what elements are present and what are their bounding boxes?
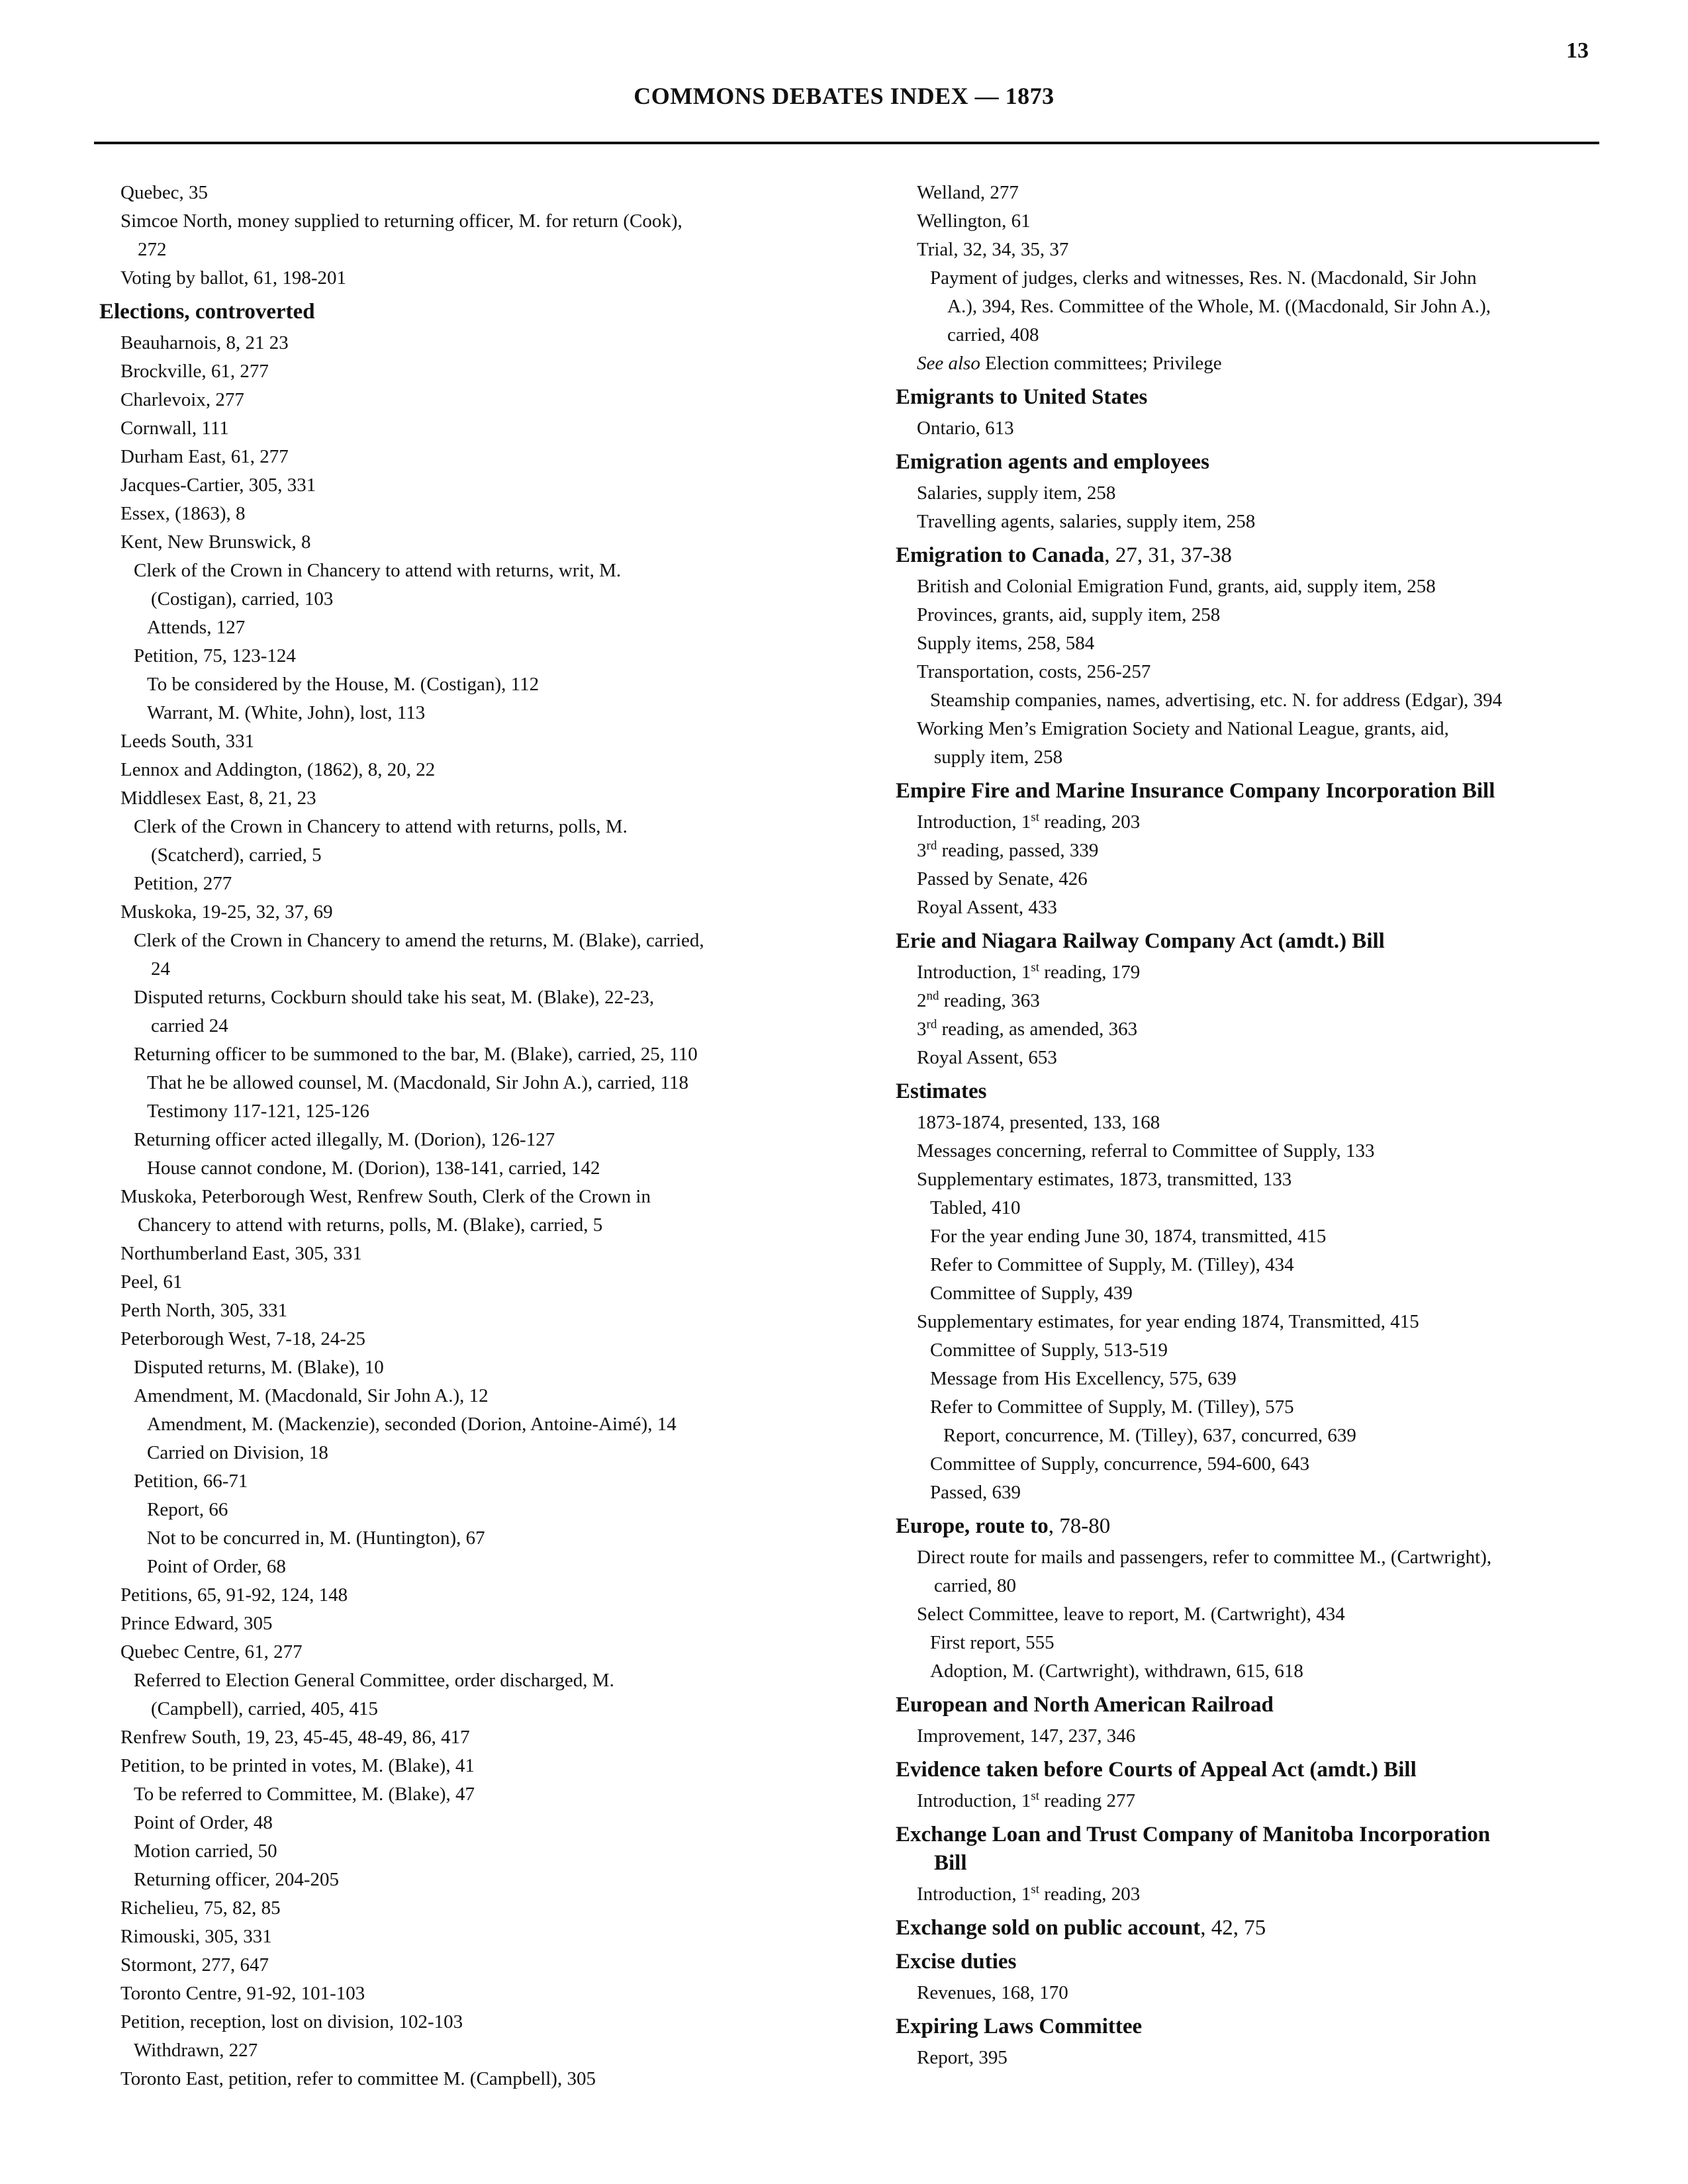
index-entry xyxy=(896,479,1597,508)
index-heading-text: Emigration to Canada xyxy=(896,543,1105,567)
index-entry xyxy=(896,1787,1597,1815)
index-entry-text: Point of Order, 68 xyxy=(147,1556,286,1577)
index-entry xyxy=(99,1382,814,1410)
index-entry xyxy=(99,1410,814,1439)
index-entry xyxy=(99,727,814,756)
index-entry-text: Testimony 117-121, 125-126 xyxy=(147,1101,370,1122)
index-entry-text: Introduction, 1 xyxy=(917,1790,1031,1811)
index-entry xyxy=(896,987,1597,1015)
index-entry-text: Clerk of the Crown in Chancery to amend the returns, M. (Blake), carried, xyxy=(134,930,704,951)
index-entry-text: Quebec, 35 xyxy=(120,182,209,203)
index-entry xyxy=(896,1629,1597,1657)
index-heading xyxy=(99,298,814,326)
index-entry xyxy=(896,2044,1597,2072)
see-also-label: See also xyxy=(917,353,980,374)
index-entry-continuation: (Scatcherd), carried, 5 xyxy=(151,844,322,866)
index-entry xyxy=(99,870,814,898)
index-entry-text: Revenues, 168, 170 xyxy=(917,1982,1068,2003)
index-entry xyxy=(896,629,1597,658)
index-entry-text: Petition, 66-71 xyxy=(134,1471,248,1492)
index-entry-text: Northumberland East, 305, 331 xyxy=(120,1243,362,1264)
index-entry xyxy=(99,264,814,293)
index-entry xyxy=(99,443,814,471)
index-entry-text: Report, concurrence, M. (Tilley), 637, concurred, 639 xyxy=(943,1425,1356,1446)
index-entry xyxy=(896,1543,1597,1600)
index-entry-text: reading, 363 xyxy=(939,990,1040,1011)
index-entry xyxy=(99,1610,814,1638)
index-heading-text: Emigrants to United States xyxy=(896,385,1148,409)
index-entry-text: Disputed returns, M. (Blake), 10 xyxy=(134,1357,384,1378)
running-head: COMMONS DEBATES INDEX — 1873 xyxy=(633,83,1055,109)
index-entry-text: Committee of Supply, concurrence, 594-600, 643 xyxy=(930,1453,1310,1475)
index-entry-text: 3 xyxy=(917,1019,927,1040)
index-heading-text: Exchange sold on public account xyxy=(896,1916,1201,1940)
index-entry xyxy=(99,898,814,927)
page-number: 13 xyxy=(1566,38,1589,63)
index-entry xyxy=(896,1308,1597,1336)
index-entry-text: To be referred to Committee, M. (Blake), 47 xyxy=(134,1784,475,1805)
index-entry xyxy=(99,1353,814,1382)
index-entry-text: Richelieu, 75, 82, 85 xyxy=(120,1897,281,1919)
index-entry-text: reading, 203 xyxy=(1039,1884,1141,1905)
index-entry xyxy=(99,1467,814,1496)
index-entry-text: Introduction, 1 xyxy=(917,962,1031,983)
index-entry-text: Clerk of the Crown in Chancery to attend with returns, polls, M. xyxy=(134,816,628,837)
index-entry-text: Report, 66 xyxy=(147,1499,228,1520)
index-entry xyxy=(99,756,814,784)
index-entry xyxy=(896,1722,1597,1751)
index-entry xyxy=(896,1336,1597,1365)
index-heading xyxy=(896,1691,1597,1719)
index-entry-text: Durham East, 61, 277 xyxy=(120,446,289,467)
index-entry xyxy=(896,508,1597,536)
index-heading-text: Empire Fire and Marine Insurance Company Incorporation Bill xyxy=(896,779,1495,803)
index-entry xyxy=(99,699,814,727)
index-entry-text: Returning officer acted illegally, M. (Dorion), 126-127 xyxy=(134,1129,555,1150)
index-entry xyxy=(99,2065,814,2093)
index-heading-text: Erie and Niagara Railway Company Act (amdt.) Bill xyxy=(896,929,1385,953)
index-entry-text: Amendment, M. (Mackenzie), seconded (Dorion, Antoine-Aimé), 14 xyxy=(147,1414,677,1435)
index-entry-text: Salaries, supply item, 258 xyxy=(917,482,1116,504)
index-entry-text: Rimouski, 305, 331 xyxy=(120,1926,272,1947)
ordinal-suffix: st xyxy=(1031,1789,1040,1803)
index-entry-text: Steamship companies, names, advertising, etc. N. for address (Edgar), 394 xyxy=(930,690,1503,711)
index-entry-text: British and Colonial Emigration Fund, grants, aid, supply item, 258 xyxy=(917,576,1436,597)
index-entry-text: Passed, 639 xyxy=(930,1482,1021,1503)
index-entry xyxy=(99,207,814,264)
index-heading-text: Expiring Laws Committee xyxy=(896,2015,1143,2038)
index-entry xyxy=(99,1923,814,1951)
index-entry xyxy=(896,264,1597,349)
index-entry xyxy=(99,1268,814,1297)
ordinal-suffix: st xyxy=(1031,1882,1040,1897)
index-entry xyxy=(896,1657,1597,1686)
index-entry-text: Toronto East, petition, refer to committee M. (Campbell), 305 xyxy=(120,2068,596,2089)
index-entry xyxy=(896,236,1597,264)
index-entry xyxy=(896,414,1597,443)
index-entry-text: Toronto Centre, 91-92, 101-103 xyxy=(120,1983,365,2004)
index-entry xyxy=(896,1044,1597,1072)
index-entry xyxy=(896,1279,1597,1308)
index-entry-text: Message from His Excellency, 575, 639 xyxy=(930,1368,1237,1389)
index-entry xyxy=(99,357,814,386)
index-entry xyxy=(896,1600,1597,1629)
index-entry-text: Returning officer to be summoned to the bar, M. (Blake), carried, 25, 110 xyxy=(134,1044,698,1065)
index-entry-text: Committee of Supply, 513-519 xyxy=(930,1340,1168,1361)
index-entry-continuation: A.), 394, Res. Committee of the Whole, M. ((Macdonald, Sir John A.), xyxy=(947,296,1491,317)
index-entry-text: Withdrawn, 227 xyxy=(134,2040,258,2061)
index-heading xyxy=(896,2013,1597,2041)
index-entry-text: Warrant, M. (White, John), lost, 113 xyxy=(147,702,426,723)
index-entry xyxy=(99,2036,814,2065)
index-heading-text: Evidence taken before Courts of Appeal Act (amdt.) Bill xyxy=(896,1758,1417,1782)
index-entry xyxy=(99,1553,814,1581)
index-entry xyxy=(896,1251,1597,1279)
index-entry xyxy=(99,1979,814,2008)
index-entry-text: Introduction, 1 xyxy=(917,1884,1031,1905)
index-entry-text: Beauharnois, 8, 21 23 xyxy=(120,332,289,353)
index-entry xyxy=(896,808,1597,837)
index-entry-text: Point of Order, 48 xyxy=(134,1812,273,1833)
index-entry-text: Select Committee, leave to report, M. (Cartwright), 434 xyxy=(917,1604,1345,1625)
index-entry-text: Disputed returns, Cockburn should take his seat, M. (Blake), 22-23, xyxy=(134,987,655,1008)
index-entry xyxy=(99,329,814,357)
index-entry-text: Prince Edward, 305 xyxy=(120,1613,273,1634)
index-entry-text: Peel, 61 xyxy=(120,1271,183,1293)
index-entry xyxy=(896,1365,1597,1393)
index-entry xyxy=(99,1183,814,1240)
left-column xyxy=(99,179,814,2093)
index-entry xyxy=(896,1422,1597,1450)
index-entry-continuation: (Campbell), carried, 405, 415 xyxy=(151,1698,379,1719)
index-entry-text: Tabled, 410 xyxy=(930,1197,1021,1218)
index-entry-text: Refer to Committee of Supply, M. (Tilley), 575 xyxy=(930,1396,1294,1418)
index-entry xyxy=(896,601,1597,629)
index-entry xyxy=(99,2008,814,2036)
index-entry-text: reading, as amended, 363 xyxy=(937,1019,1138,1040)
index-entry-text: Simcoe North, money supplied to returning officer, M. for return (Cook), xyxy=(120,210,682,232)
index-heading-text: European and North American Railroad xyxy=(896,1693,1274,1717)
index-entry-text: Payment of judges, clerks and witnesses, Res. N. (Macdonald, Sir John xyxy=(930,267,1477,289)
index-entry-text: Petition, to be printed in votes, M. (Blake), 41 xyxy=(120,1755,475,1776)
index-entry xyxy=(896,1222,1597,1251)
index-heading-text: Exchange Loan and Trust Company of Manitoba Incorporation xyxy=(896,1823,1491,1846)
index-entry xyxy=(99,1240,814,1268)
index-heading-pages: , 27, 31, 37-38 xyxy=(1104,543,1232,567)
index-entry-text: Refer to Committee of Supply, M. (Tilley), 434 xyxy=(930,1254,1294,1275)
index-entry xyxy=(99,1154,814,1183)
index-entry xyxy=(99,1325,814,1353)
index-entry xyxy=(896,893,1597,922)
index-entry xyxy=(896,958,1597,987)
index-heading-pages: , 78-80 xyxy=(1048,1514,1111,1538)
ordinal-suffix: rd xyxy=(926,839,937,853)
index-heading xyxy=(896,383,1597,412)
index-entry-text: Petition, reception, lost on division, 102-103 xyxy=(120,2011,463,2032)
index-entry xyxy=(99,1524,814,1553)
index-entry xyxy=(896,837,1597,865)
index-entry xyxy=(99,813,814,870)
index-entry-text: Clerk of the Crown in Chancery to attend with returns, writ, M. xyxy=(134,560,622,581)
index-entry xyxy=(896,179,1597,207)
index-heading xyxy=(896,1948,1597,1976)
index-entry xyxy=(99,1496,814,1524)
index-entry-text: Returning officer, 204-205 xyxy=(134,1869,339,1890)
index-entry-text: Muskoka, 19-25, 32, 37, 69 xyxy=(120,901,333,923)
index-entry-text: Provinces, grants, aid, supply item, 258 xyxy=(917,604,1221,625)
index-entry-text: Ontario, 613 xyxy=(917,418,1014,439)
index-heading-text: Bill xyxy=(934,1851,967,1875)
right-column xyxy=(896,179,1597,2072)
index-entry-text: Messages concerning, referral to Committee of Supply, 133 xyxy=(917,1140,1375,1161)
index-heading xyxy=(896,1077,1597,1106)
index-entry-text: Jacques-Cartier, 305, 331 xyxy=(120,475,316,496)
index-entry xyxy=(896,1137,1597,1165)
index-entry xyxy=(99,1040,814,1069)
index-heading xyxy=(896,1512,1597,1541)
index-entry xyxy=(99,386,814,414)
ordinal-suffix: st xyxy=(1031,810,1040,825)
index-entry xyxy=(99,1581,814,1610)
index-entry xyxy=(99,614,814,642)
index-entry xyxy=(896,1979,1597,2007)
index-entry-text: Travelling agents, salaries, supply item, 258 xyxy=(917,511,1256,532)
index-entry-text: reading, 203 xyxy=(1039,811,1141,833)
index-entry xyxy=(99,784,814,813)
index-entry-text: Report, 395 xyxy=(917,2047,1008,2068)
index-entry xyxy=(99,642,814,670)
index-entry xyxy=(896,207,1597,236)
index-entry-text: 1873-1874, presented, 133, 168 xyxy=(917,1112,1160,1133)
index-entry xyxy=(99,1780,814,1809)
index-entry-text: Muskoka, Peterborough West, Renfrew South, Clerk of the Crown in xyxy=(120,1186,651,1207)
index-entry xyxy=(99,1951,814,1979)
index-heading xyxy=(896,927,1597,956)
index-entry-text: Supply items, 258, 584 xyxy=(917,633,1095,654)
index-heading-text: Elections, controverted xyxy=(99,300,315,324)
index-entry xyxy=(99,471,814,500)
index-entry xyxy=(896,1393,1597,1422)
index-entry xyxy=(896,715,1597,772)
index-entry xyxy=(99,670,814,699)
index-entry xyxy=(99,557,814,614)
index-entry xyxy=(99,1097,814,1126)
index-entry xyxy=(896,865,1597,893)
index-entry-text: Renfrew South, 19, 23, 45-45, 48-49, 86, 417 xyxy=(120,1727,470,1748)
index-entry xyxy=(896,1880,1597,1909)
index-entry-text: Wellington, 61 xyxy=(917,210,1031,232)
index-heading xyxy=(896,777,1597,805)
index-entry xyxy=(896,1015,1597,1044)
index-entry-text: Supplementary estimates, 1873, transmitted, 133 xyxy=(917,1169,1292,1190)
index-heading xyxy=(896,1914,1597,1942)
index-entry-continuation: carried 24 xyxy=(151,1015,228,1036)
index-entry-text: Supplementary estimates, for year ending 1874, Transmitted, 415 xyxy=(917,1311,1419,1332)
index-entry-continuation: (Costigan), carried, 103 xyxy=(151,588,334,610)
index-entry-text: Royal Assent, 433 xyxy=(917,897,1057,918)
index-entry-text: Voting by ballot, 61, 198-201 xyxy=(120,267,347,289)
index-entry xyxy=(99,1723,814,1752)
ordinal-suffix: rd xyxy=(926,1017,937,1032)
index-entry xyxy=(99,179,814,207)
index-entry xyxy=(896,1109,1597,1137)
index-entry-text: Election committees; Privilege xyxy=(980,353,1222,374)
index-entry-text: Stormont, 277, 647 xyxy=(120,1954,269,1976)
index-heading-text: Europe, route to xyxy=(896,1514,1049,1538)
index-entry-text: Petitions, 65, 91-92, 124, 148 xyxy=(120,1584,348,1606)
index-entry-text: 2 xyxy=(917,990,927,1011)
index-entry-text: Middlesex East, 8, 21, 23 xyxy=(120,788,316,809)
index-entry-text: 3 xyxy=(917,840,927,861)
index-entry-text: Amendment, M. (Macdonald, Sir John A.), 12 xyxy=(134,1385,489,1406)
index-entry-text: Quebec Centre, 61, 277 xyxy=(120,1641,303,1662)
index-entry xyxy=(99,983,814,1040)
index-entry xyxy=(896,1194,1597,1222)
index-entry xyxy=(896,349,1597,378)
index-entry xyxy=(99,1126,814,1154)
index-entry xyxy=(896,1165,1597,1194)
index-entry xyxy=(99,1752,814,1780)
index-entry-text: Transportation, costs, 256-257 xyxy=(917,661,1151,682)
header-rule xyxy=(94,142,1599,144)
index-entry-text: Improvement, 147, 237, 346 xyxy=(917,1725,1136,1747)
index-entry-text: To be considered by the House, M. (Costigan), 112 xyxy=(147,674,539,695)
index-entry-text: Referred to Election General Committee, order discharged, M. xyxy=(134,1670,614,1691)
index-entry-text: Kent, New Brunswick, 8 xyxy=(120,531,311,553)
index-entry-continuation: carried, 408 xyxy=(947,324,1039,345)
index-entry-text: Not to be concurred in, M. (Huntington), 67 xyxy=(147,1527,485,1549)
index-entry-text: House cannot condone, M. (Dorion), 138-141, carried, 142 xyxy=(147,1158,600,1179)
index-entry xyxy=(99,1866,814,1894)
index-entry-text: Peterborough West, 7-18, 24-25 xyxy=(120,1328,366,1349)
index-heading xyxy=(896,1821,1597,1878)
index-heading xyxy=(896,541,1597,570)
index-heading-text: Emigration agents and employees xyxy=(896,450,1209,474)
index-heading-pages: , 42, 75 xyxy=(1200,1916,1266,1940)
index-entry-text: Passed by Senate, 426 xyxy=(917,868,1088,889)
index-entry xyxy=(896,686,1597,715)
index-entry-text: Petition, 277 xyxy=(134,873,232,894)
index-entry-text: Lennox and Addington, (1862), 8, 20, 22 xyxy=(120,759,436,780)
index-entry-text: reading, passed, 339 xyxy=(937,840,1099,861)
index-entry xyxy=(99,1809,814,1837)
index-entry-text: Royal Assent, 653 xyxy=(917,1047,1057,1068)
index-heading-text: Estimates xyxy=(896,1079,987,1103)
index-entry xyxy=(99,528,814,557)
index-entry-text: Essex, (1863), 8 xyxy=(120,503,246,524)
index-entry xyxy=(99,500,814,528)
index-entry-continuation: Chancery to attend with returns, polls, M. (Blake), carried, 5 xyxy=(138,1214,603,1236)
index-entry-text: First report, 555 xyxy=(930,1632,1055,1653)
index-entry-text: Carried on Division, 18 xyxy=(147,1442,328,1463)
index-entry-text: Introduction, 1 xyxy=(917,811,1031,833)
index-entry-continuation: supply item, 258 xyxy=(934,747,1063,768)
index-entry-continuation: 272 xyxy=(138,239,167,260)
index-entry xyxy=(99,927,814,983)
index-entry-text: Attends, 127 xyxy=(147,617,246,638)
index-entry-text: Direct route for mails and passengers, refer to committee M., (Cartwright), xyxy=(917,1547,1492,1568)
index-heading xyxy=(896,448,1597,477)
index-entry-text: Leeds South, 331 xyxy=(120,731,255,752)
index-entry-text: Charlevoix, 277 xyxy=(120,389,244,410)
index-entry-text: Perth North, 305, 331 xyxy=(120,1300,288,1321)
index-entry xyxy=(99,1439,814,1467)
index-entry-text: reading, 179 xyxy=(1039,962,1141,983)
index-heading xyxy=(896,1756,1597,1784)
index-entry-text: reading 277 xyxy=(1039,1790,1136,1811)
index-entry-text: Adoption, M. (Cartwright), withdrawn, 615, 618 xyxy=(930,1661,1303,1682)
index-entry xyxy=(99,1666,814,1723)
index-entry-text: For the year ending June 30, 1874, transmitted, 415 xyxy=(930,1226,1327,1247)
index-entry-continuation: 24 xyxy=(151,958,170,979)
index-entry xyxy=(99,1638,814,1666)
ordinal-suffix: nd xyxy=(926,989,939,1003)
index-entry-continuation: carried, 80 xyxy=(934,1575,1016,1596)
index-entry-text: Brockville, 61, 277 xyxy=(120,361,269,382)
index-entry-text: Welland, 277 xyxy=(917,182,1019,203)
index-entry xyxy=(99,1894,814,1923)
index-entry-text: Committee of Supply, 439 xyxy=(930,1283,1133,1304)
index-entry xyxy=(896,1450,1597,1479)
index-entry-text: Working Men’s Emigration Society and National League, grants, aid, xyxy=(917,718,1449,739)
index-entry xyxy=(99,1297,814,1325)
index-entry-text: Motion carried, 50 xyxy=(134,1841,277,1862)
index-entry xyxy=(99,1069,814,1097)
index-entry xyxy=(896,1479,1597,1507)
index-entry-text: Petition, 75, 123-124 xyxy=(134,645,296,666)
index-entry-text: Cornwall, 111 xyxy=(120,418,229,439)
index-entry-text: Trial, 32, 34, 35, 37 xyxy=(917,239,1069,260)
index-entry xyxy=(896,572,1597,601)
index-heading-text: Excise duties xyxy=(896,1950,1017,1974)
index-entry-text: That he be allowed counsel, M. (Macdonald, Sir John A.), carried, 118 xyxy=(147,1072,688,1093)
index-entry xyxy=(99,1837,814,1866)
ordinal-suffix: st xyxy=(1031,960,1040,975)
index-entry xyxy=(896,658,1597,686)
index-entry xyxy=(99,414,814,443)
